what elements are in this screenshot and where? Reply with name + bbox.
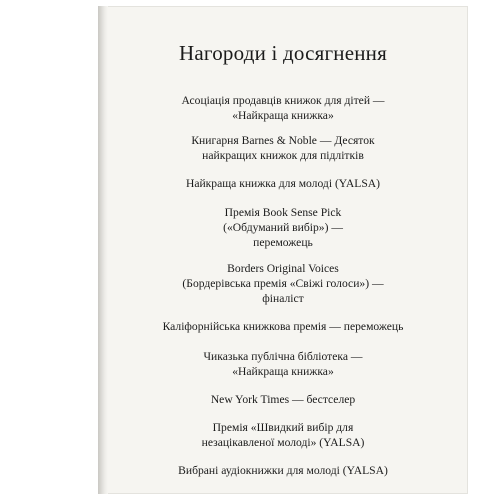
award-item xyxy=(98,133,468,163)
award-item xyxy=(98,349,468,379)
award-item xyxy=(98,205,468,250)
book-page xyxy=(98,6,468,494)
award-line: («Обдуманий вибір») — xyxy=(223,221,343,234)
award-line: Чиказька публічна бібліотека — xyxy=(203,350,363,363)
award-line: Книгарня Barnes & Noble — Десяток xyxy=(191,134,375,147)
award-line: Borders Original Voices xyxy=(227,262,339,275)
award-item xyxy=(98,392,468,407)
award-line: найкращих книжок для підлітків xyxy=(202,149,364,162)
award-line: Асоціація продавців книжок для дітей — xyxy=(181,94,385,107)
award-line: переможець xyxy=(253,236,313,249)
award-line: фіналіст xyxy=(262,292,304,305)
award-item xyxy=(98,420,468,450)
award-line: (Бордерівська премія «Свіжі голоси») — xyxy=(182,277,384,290)
award-line: «Найкраща книжка» xyxy=(232,365,334,378)
award-line: Премія «Швидкий вибір для xyxy=(212,421,354,434)
award-line: New York Times — бестселер xyxy=(210,393,356,406)
award-line: Вибрані аудіокнижки для молоді (YALSA) xyxy=(178,464,388,477)
award-line: незацікавленої молоді» (YALSA) xyxy=(201,436,365,449)
award-line: Каліфорнійська книжкова премія — переможець xyxy=(162,320,404,333)
award-line: Премія Book Sense Pick xyxy=(224,206,342,219)
award-item xyxy=(98,463,468,478)
award-item xyxy=(98,93,468,123)
award-item xyxy=(98,176,468,191)
award-line: «Найкраща книжка» xyxy=(232,109,334,122)
award-item xyxy=(98,319,468,334)
award-line: Найкраща книжка для молоді (YALSA) xyxy=(185,177,381,190)
award-item xyxy=(98,261,468,306)
page-title: Нагороди і досягнення xyxy=(179,41,387,65)
